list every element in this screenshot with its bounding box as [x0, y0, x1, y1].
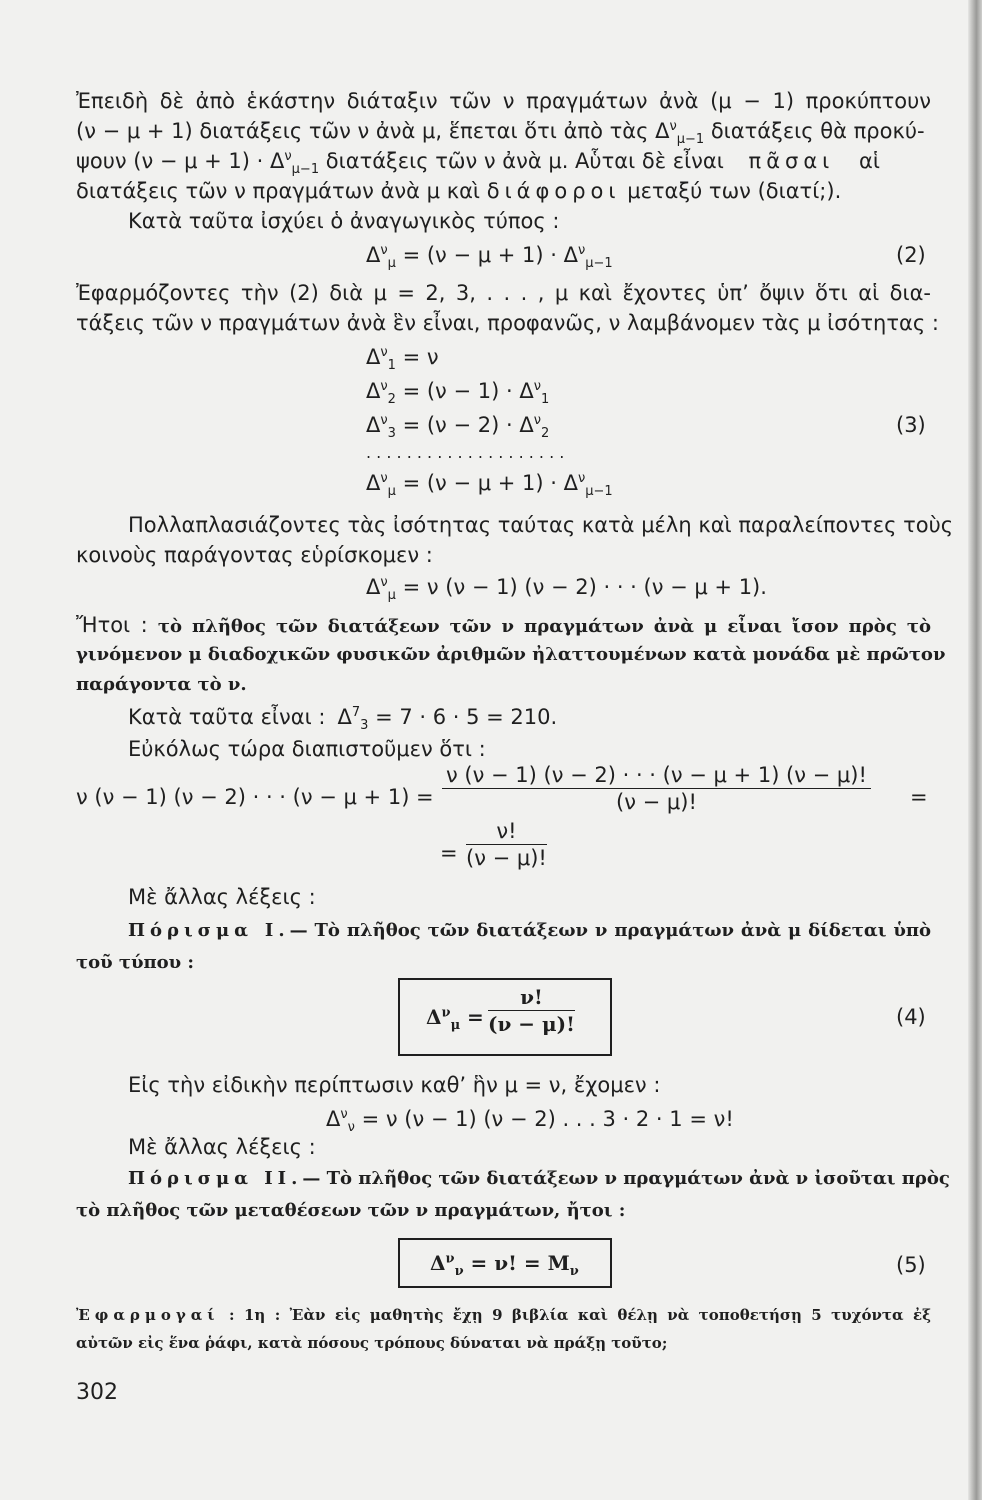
text-line: Μὲ ἄλλας λέξεις : — [128, 885, 316, 909]
text-line: Ἐπειδὴ δὲ ἀπὸ ἑκάστην διάταξιν τῶν ν πραγμάτων ἀνὰ (μ − 1) προκύπτουν — [76, 89, 931, 113]
text-line: (ν − μ + 1) διατάξεις τῶν ν ἀνὰ μ, ἕπεται ὅτι ἀπὸ τὰς $\Delta^\nu_{\mu-1}$ διατάξεις θὰ προκύ- — [76, 119, 925, 148]
text-line: Ἐφαρμόζοντες τὴν (2) διὰ μ = 2, 3, . . . , μ καὶ ἔχοντες ὑπ’ ὄψιν ὅτι αἱ δια- — [76, 281, 931, 305]
formula-4: $\Delta^\nu_\mu$ = — [426, 1005, 484, 1033]
equals-sign: = — [910, 785, 928, 809]
equation-number: (3) — [896, 413, 926, 437]
formula-2: $\Delta^\nu_\mu = (\nu - \mu + 1) \cdot \Delta^\nu_{\mu-1}$ — [366, 243, 613, 272]
application-line: αὐτῶν εἰς ἕνα ῥάφι, κατὰ πόσους τρόπους δύναται νὰ πράξῃ τοῦτο; — [76, 1334, 668, 1352]
corollary-2-line: Πόρισμα ΙΙ.— Τὸ πλῆθος τῶν διατάξεων ν πραγμάτων ἀνὰ ν ἰσοῦται πρὸς — [128, 1168, 950, 1189]
equation-number: (5) — [896, 1253, 926, 1277]
fraction-denominator: (ν − μ)! — [488, 1012, 575, 1036]
dots-row: . . . . . . . . . . . . . . . . . . . . — [366, 443, 565, 462]
application-line: Ἐφαρμογαί : 1η : Ἐὰν εἰς μαθητὴς ἔχῃ 9 βιβλία καὶ θέλῃ νὰ τοποθετήσῃ 5 τυχόντα ἐξ — [76, 1306, 931, 1324]
formula-factorial: $\Delta^\nu_\nu = \nu$ (ν − 1) (ν − 2) . . . 3 · 2 · 1 = ν! — [326, 1107, 734, 1136]
text-line: Μὲ ἄλλας λέξεις : — [128, 1135, 316, 1159]
fraction-numerator: ν (ν − 1) (ν − 2) · · · (ν − μ + 1) (ν − μ)! — [442, 762, 871, 789]
corollary-1-line: τοῦ τύπου : — [76, 952, 195, 973]
formula-3-line1: $\Delta^\nu_1 = \nu$ — [366, 345, 439, 374]
formula-5: $\Delta^\nu_\nu = \nu$! = $M_\nu$ — [430, 1251, 579, 1279]
corollary-2-line: τὸ πλῆθος τῶν μεταθέσεων τῶν ν πραγμάτων, ἤτοι : — [76, 1200, 626, 1221]
equation-number: (4) — [896, 1005, 926, 1029]
page-edge — [968, 0, 982, 1500]
text-line: τάξεις τῶν ν πραγμάτων ἀνὰ ἓν εἶναι, προφανῶς, ν λαμβάνομεν τὰς μ ἰσότητας : — [76, 311, 939, 335]
formula-product: $\Delta^\nu_\mu = \nu$ (ν − 1) (ν − 2) · · · (ν − μ + 1). — [366, 575, 767, 604]
fraction-4 — [484, 984, 579, 1037]
page-number: 302 — [76, 1380, 118, 1405]
text-line: Εὐκόλως τώρα διαπιστοῦμεν ὅτι : — [128, 737, 486, 761]
theorem-line: Ἤτοι : τὸ πλῆθος τῶν διατάξεων τῶν ν πραγμάτων ἀνὰ μ εἶναι ἴσον πρὸς τὸ — [76, 613, 931, 637]
text-line: διατάξεις τῶν ν πραγμάτων ἀνὰ μ καὶ διάφοροι μεταξύ των (διατί;). — [76, 179, 842, 203]
fraction-2 — [462, 818, 551, 871]
theorem-line: παράγοντα τὸ ν. — [76, 674, 247, 695]
theorem-line: γινόμενον μ διαδοχικῶν φυσικῶν ἀριθμῶν ἠλαττουμένων κατὰ μονάδα μὲ πρῶτον — [76, 644, 946, 665]
formula-lhs: ν (ν − 1) (ν − 2) · · · (ν − μ + 1) = — [76, 785, 434, 809]
fraction-denominator: (ν − μ)! — [466, 846, 547, 870]
text-line: Κατὰ ταῦτα ἰσχύει ὁ ἀναγωγικὸς τύπος : — [128, 209, 560, 233]
fraction-1 — [438, 762, 875, 815]
formula-3-line3: $\Delta^\nu_3 = (\nu - 2) \cdot \Delta^\nu_2$ — [366, 413, 550, 442]
equals-sign: = — [440, 841, 458, 865]
formula-3-line4: $\Delta^\nu_\mu = (\nu - \mu + 1) \cdot \Delta^\nu_{\mu-1}$ — [366, 471, 613, 500]
fraction-numerator: ν! — [488, 984, 575, 1011]
fraction-numerator: ν! — [466, 818, 547, 845]
text-line: Εἰς τὴν εἰδικὴν περίπτωσιν καθ’ ἣν μ = ν, ἔχομεν : — [128, 1073, 661, 1097]
text-line: ψουν $(\nu - \mu + 1) \cdot \Delta^\nu_{\mu-1}$ διατάξεις τῶν ν ἀνὰ μ. Αὗται δὲ εἶναι πᾶσαι αἱ — [76, 149, 880, 178]
example-line: Κατὰ ταῦτα εἶναι : $\Delta^7_3 = 7 \cdot 6 \cdot 5 = 210$. — [128, 705, 558, 734]
text-line: Πολλαπλασιάζοντες τὰς ἰσότητας ταύτας κατὰ μέλη καὶ παραλείποντες τοὺς — [128, 513, 954, 537]
fraction-denominator: (ν − μ)! — [616, 790, 697, 814]
equation-number: (2) — [896, 243, 926, 267]
formula-3-line2: $\Delta^\nu_2 = (\nu - 1) \cdot \Delta^\nu_1$ — [366, 379, 550, 408]
corollary-1-line: Πόρισμα Ι.— Τὸ πλῆθος τῶν διατάξεων ν πραγμάτων ἀνὰ μ δίδεται ὑπὸ — [128, 920, 932, 941]
text-line: κοινοὺς παράγοντας εὑρίσκομεν : — [76, 543, 433, 567]
